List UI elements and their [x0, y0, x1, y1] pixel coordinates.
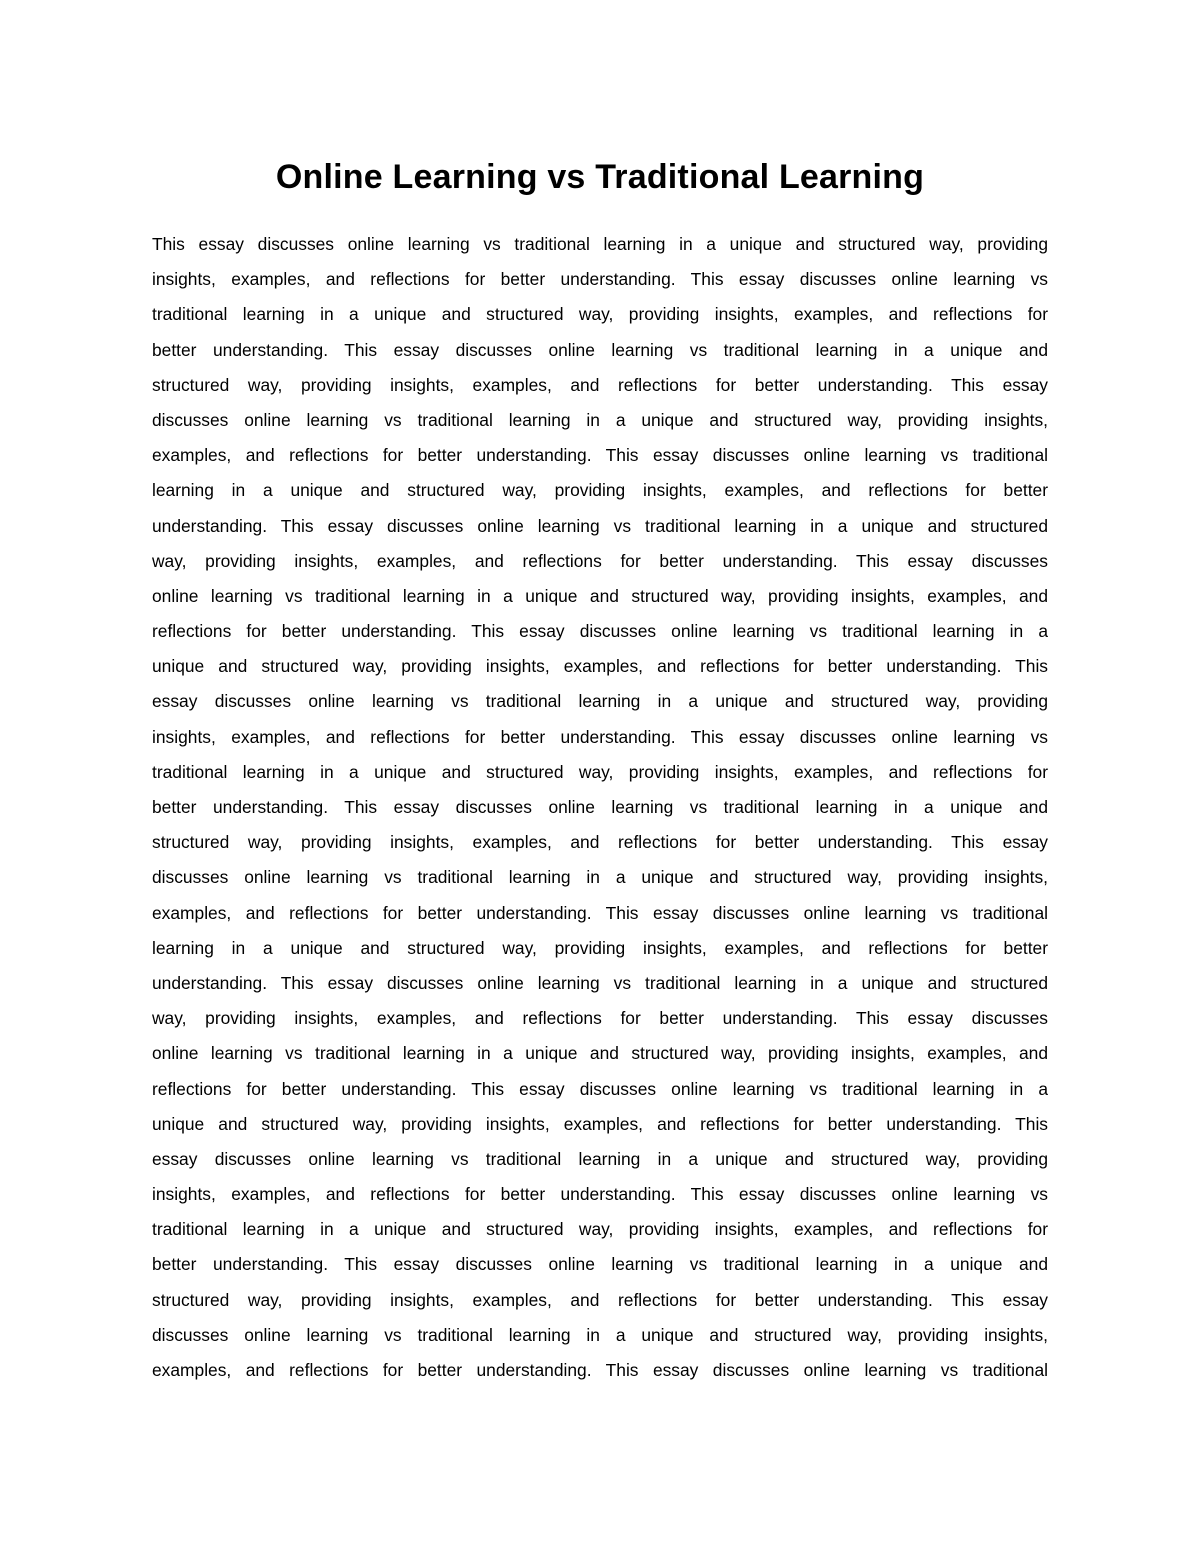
text-line: structured way, providing insights, examples, and reflections for better understanding. This essay	[152, 1289, 1048, 1310]
text-line: examples, and reflections for better understanding. This essay discusses online learning vs traditional	[152, 445, 1048, 466]
text-line: examples, and reflections for better understanding. This essay discusses online learning vs traditional	[152, 902, 1048, 923]
document-title: Online Learning vs Traditional Learning	[275, 158, 925, 196]
text-line: structured way, providing insights, examples, and reflections for better understanding. This essay	[152, 374, 1048, 395]
text-line: unique and structured way, providing insights, examples, and reflections for better understanding. This	[152, 656, 1048, 677]
text-line: traditional learning in a unique and structured way, providing insights, examples, and reflections for	[152, 1219, 1048, 1240]
text-line: online learning vs traditional learning in a unique and structured way, providing insights, examples, and	[152, 585, 1048, 606]
text-line: reflections for better understanding. This essay discusses online learning vs traditional learning in a	[152, 621, 1048, 642]
text-line: This essay discusses online learning vs traditional learning in a unique and structured way, providing	[152, 234, 1048, 254]
text-line: insights, examples, and reflections for better understanding. This essay discusses online learning vs	[152, 726, 1048, 747]
text-line: understanding. This essay discusses online learning vs traditional learning in a unique and structured	[152, 972, 1048, 993]
text-line: online learning vs traditional learning in a unique and structured way, providing insights, examples, and	[152, 1043, 1048, 1064]
text-line: insights, examples, and reflections for better understanding. This essay discusses online learning vs	[152, 269, 1048, 290]
text-line: structured way, providing insights, examples, and reflections for better understanding. This essay	[152, 832, 1048, 853]
essay-body	[152, 227, 1048, 1388]
text-line: unique and structured way, providing insights, examples, and reflections for better understanding. This	[152, 1113, 1048, 1134]
text-line: way, providing insights, examples, and reflections for better understanding. This essay discusses	[152, 550, 1048, 571]
text-line: discusses online learning vs traditional learning in a unique and structured way, providing insights,	[152, 1324, 1048, 1345]
text-line: understanding. This essay discusses online learning vs traditional learning in a unique and structured	[152, 515, 1048, 536]
text-line: essay discusses online learning vs traditional learning in a unique and structured way, providing	[152, 691, 1048, 712]
text-line: traditional learning in a unique and structured way, providing insights, examples, and reflections for	[152, 761, 1048, 782]
text-line: discusses online learning vs traditional learning in a unique and structured way, providing insights,	[152, 867, 1048, 888]
text-line: learning in a unique and structured way, providing insights, examples, and reflections for better	[152, 480, 1048, 501]
text-line: insights, examples, and reflections for better understanding. This essay discusses online learning vs	[152, 1184, 1048, 1205]
text-line: reflections for better understanding. This essay discusses online learning vs traditional learning in a	[152, 1078, 1048, 1099]
text-line: better understanding. This essay discusses online learning vs traditional learning in a unique and	[152, 1254, 1048, 1275]
text-line: traditional learning in a unique and structured way, providing insights, examples, and reflections for	[152, 304, 1048, 325]
text-line: better understanding. This essay discusses online learning vs traditional learning in a unique and	[152, 797, 1048, 817]
text-line: learning in a unique and structured way, providing insights, examples, and reflections for better	[152, 937, 1048, 958]
text-line: discusses online learning vs traditional learning in a unique and structured way, providing insights,	[152, 409, 1048, 430]
text-line: essay discusses online learning vs traditional learning in a unique and structured way, providing	[152, 1148, 1048, 1169]
text-line: better understanding. This essay discusses online learning vs traditional learning in a unique and	[152, 339, 1048, 360]
text-line: examples, and reflections for better understanding. This essay discusses online learning vs traditional	[152, 1360, 1048, 1380]
text-line: way, providing insights, examples, and reflections for better understanding. This essay discusses	[152, 1008, 1048, 1029]
